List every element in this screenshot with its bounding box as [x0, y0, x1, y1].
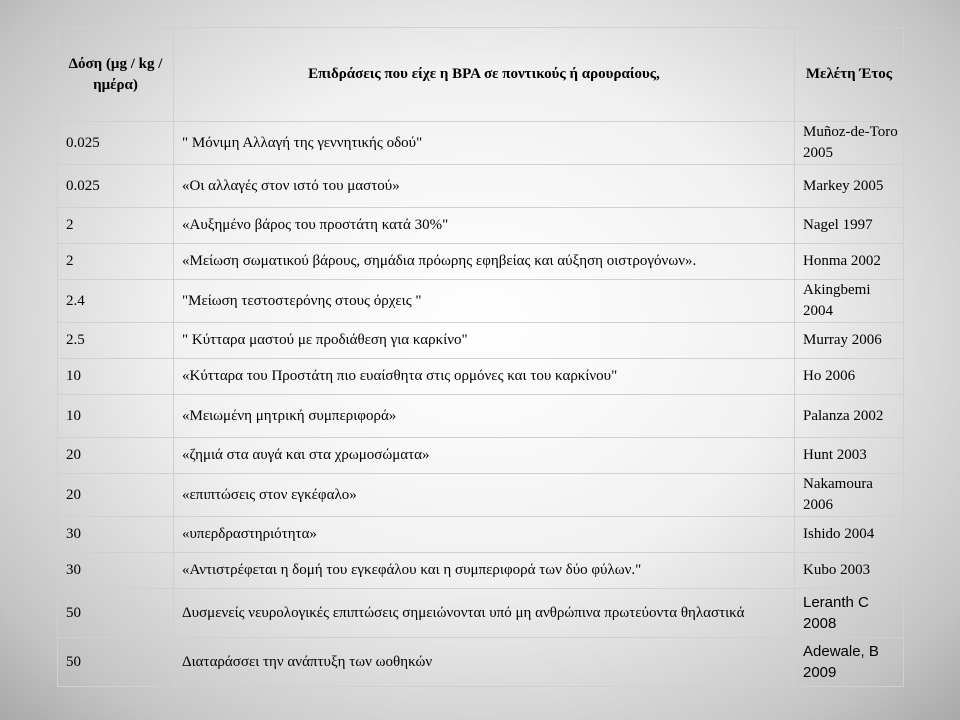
effect-cell: "Μείωση τεστοστερόνης στους όρχεις "	[174, 280, 795, 323]
effect-cell: «Κύτταρα του Προστάτη πιο ευαίσθητα στις ορμόνες και του καρκίνου"	[174, 359, 795, 395]
table-row	[58, 323, 904, 359]
dose-cell: 2.5	[58, 323, 174, 359]
reference-cell: Hunt 2003	[795, 438, 904, 474]
effect-cell: «Αντιστρέφεται η δομή του εγκεφάλου και η συμπεριφορά των δύο φύλων."	[174, 553, 795, 589]
table-row	[58, 359, 904, 395]
table-row	[58, 517, 904, 553]
dose-cell: 10	[58, 395, 174, 438]
dose-cell: 2	[58, 208, 174, 244]
header-effects: Επιδράσεις που είχε η BPA σε ποντικούς ή αρουραίους,	[174, 28, 795, 122]
table-row	[58, 244, 904, 280]
dose-cell: 50	[58, 589, 174, 638]
dose-cell: 20	[58, 438, 174, 474]
reference-cell: Leranth C 2008	[795, 589, 904, 638]
dose-cell: 2	[58, 244, 174, 280]
header-dose: Δόση (μg / kg / ημέρα)	[58, 28, 174, 122]
dose-cell: 0.025	[58, 165, 174, 208]
reference-cell: Ho 2006	[795, 359, 904, 395]
table-row	[58, 122, 904, 165]
dose-cell: 50	[58, 638, 174, 687]
effect-cell: «Μειωμένη μητρική συμπεριφορά»	[174, 395, 795, 438]
effect-cell: «Μείωση σωματικού βάρους, σημάδια πρόωρης εφηβείας και αύξηση οιστρογόνων».	[174, 244, 795, 280]
bpa-effects-table	[57, 27, 904, 687]
effect-cell: Διαταράσσει την ανάπτυξη των ωοθηκών	[174, 638, 795, 687]
table-row	[58, 165, 904, 208]
reference-cell: Muñoz-de-Toro 2005	[795, 122, 904, 165]
table-row	[58, 553, 904, 589]
effect-cell: «Αυξημένο βάρος του προστάτη κατά 30%"	[174, 208, 795, 244]
dose-cell: 20	[58, 474, 174, 517]
table-row	[58, 638, 904, 687]
dose-cell: 0.025	[58, 122, 174, 165]
effect-cell: «υπερδραστηριότητα»	[174, 517, 795, 553]
reference-cell: Ishido 2004	[795, 517, 904, 553]
reference-cell: Nagel 1997	[795, 208, 904, 244]
effect-cell: «επιπτώσεις στον εγκέφαλο»	[174, 474, 795, 517]
reference-cell: Markey 2005	[795, 165, 904, 208]
table-row	[58, 208, 904, 244]
dose-cell: 10	[58, 359, 174, 395]
table-row	[58, 395, 904, 438]
reference-cell: Nakamoura 2006	[795, 474, 904, 517]
effect-cell: " Κύτταρα μαστού με προδιάθεση για καρκίνο"	[174, 323, 795, 359]
dose-cell: 2.4	[58, 280, 174, 323]
table-row	[58, 589, 904, 638]
reference-cell: Kubo 2003	[795, 553, 904, 589]
reference-cell: Adewale, B 2009	[795, 638, 904, 687]
reference-cell: Akingbemi 2004	[795, 280, 904, 323]
table-row	[58, 474, 904, 517]
reference-cell: Murray 2006	[795, 323, 904, 359]
table-header-row	[58, 28, 904, 122]
effect-cell: " Μόνιμη Αλλαγή της γεννητικής οδού"	[174, 122, 795, 165]
reference-cell: Palanza 2002	[795, 395, 904, 438]
dose-cell: 30	[58, 517, 174, 553]
header-study: Μελέτη Έτος	[795, 28, 904, 122]
effect-cell: «Οι αλλαγές στον ιστό του μαστού»	[174, 165, 795, 208]
dose-cell: 30	[58, 553, 174, 589]
effect-cell: Δυσμενείς νευρολογικές επιπτώσεις σημειώνονται υπό μη ανθρώπινα πρωτεύοντα θηλαστικά	[174, 589, 795, 638]
reference-cell: Honma 2002	[795, 244, 904, 280]
table-row	[58, 280, 904, 323]
table-row	[58, 438, 904, 474]
effect-cell: «ζημιά στα αυγά και στα χρωμοσώματα»	[174, 438, 795, 474]
